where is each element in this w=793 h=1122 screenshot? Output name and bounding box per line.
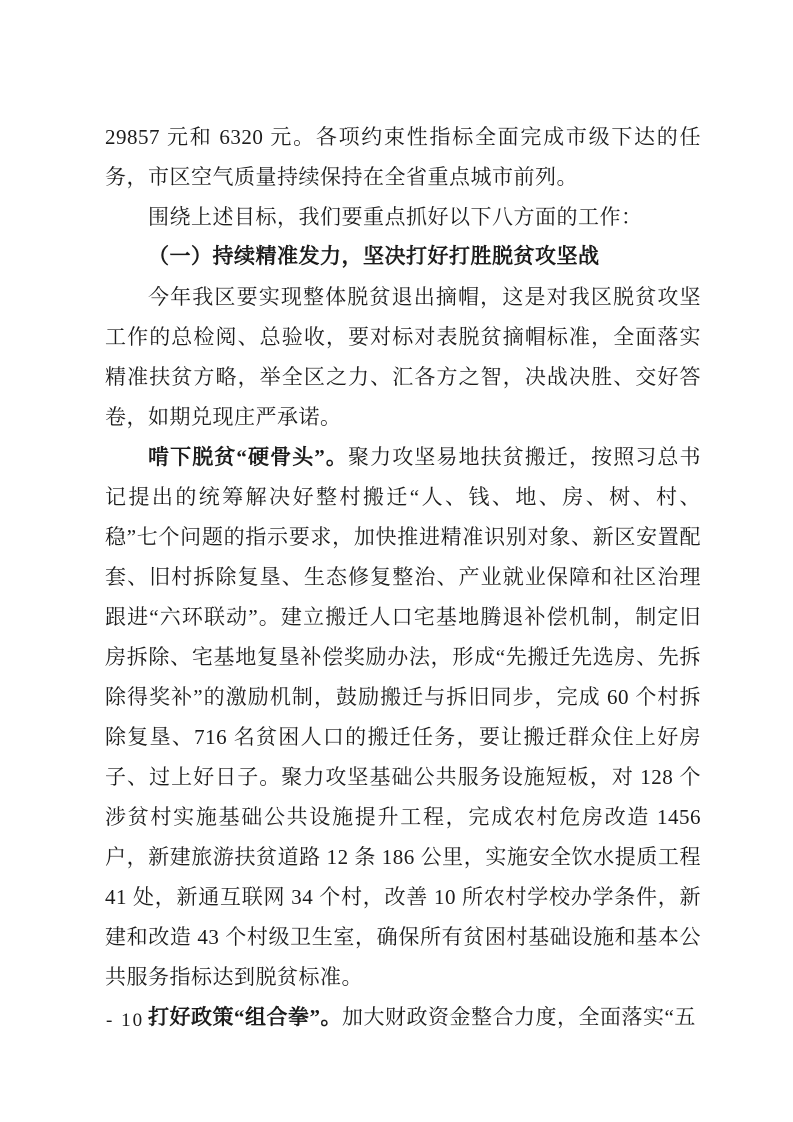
paragraph-policy-combo — [105, 997, 701, 1037]
paragraph-body-policy-combo: 加大财政资金整合力度，全面落实“五 — [342, 1005, 696, 1029]
paragraph-lead-policy-combo: 打好政策“组合拳”。 — [148, 1005, 342, 1029]
paragraph-relocation — [105, 437, 701, 997]
paragraph-intro-goals: 围绕上述目标，我们要重点抓好以下八方面的工作： — [148, 205, 643, 229]
section-heading-one: （一）持续精准发力，坚决打好打胜脱贫攻坚战 — [148, 245, 600, 268]
page-number: - 10 - — [106, 1010, 160, 1031]
document-body — [105, 117, 701, 1037]
paragraph-body-relocation: 聚力攻坚易地扶贫搬迁，按照习总书记提出的统筹解决好整村搬迁“人、钱、地、房、树、村、稳”七个问题的指示要求，加快推进精准识别对象、新区安置配套、旧村拆除复垦、生态修复整治、产业就业保障和社区治理跟进“六环联动”。建立搬迁人口宅基地腾退补偿机制，制定旧房拆除、宅基地复垦补偿奖励办法，形成“先搬迁先选房、先拆除得奖补”的激励机制，鼓励搬迁与拆旧同步，完成 60 个村拆除复垦、716 名贫困人口的搬迁任务，要让搬迁群众住上好房子、过上好日子。聚力攻坚基础公共服务设施短板，对 128 个涉贫村实施基础公共设施提升工程，完成农村危房改造 1456 户，新建旅游扶贫道路 12 条 186 公里，实施安全饮水提质工程 41 处，新通互联网 34 个村，改善 10 所农村学校办学条件，新建和改造 43 个村级卫生室，确保所有贫困村基础设施和基本公共服务指标达到脱贫标准。 — [105, 445, 701, 989]
paragraph-poverty-overview: 今年我区要实现整体脱贫退出摘帽，这是对我区脱贫攻坚工作的总检阅、总验收，要对标对表脱贫摘帽标准，全面落实精准扶贫方略，举全区之力、汇各方之智，决战决胜、交好答卷，如期兑现庄严承诺。 — [105, 285, 701, 429]
paragraph-continuation: 29857 元和 6320 元。各项约束性指标全面完成市级下达的任务，市区空气质量持续保持在全省重点城市前列。 — [105, 125, 701, 189]
paragraph-lead-hard-bone: 啃下脱贫“硬骨头”。 — [148, 445, 348, 469]
